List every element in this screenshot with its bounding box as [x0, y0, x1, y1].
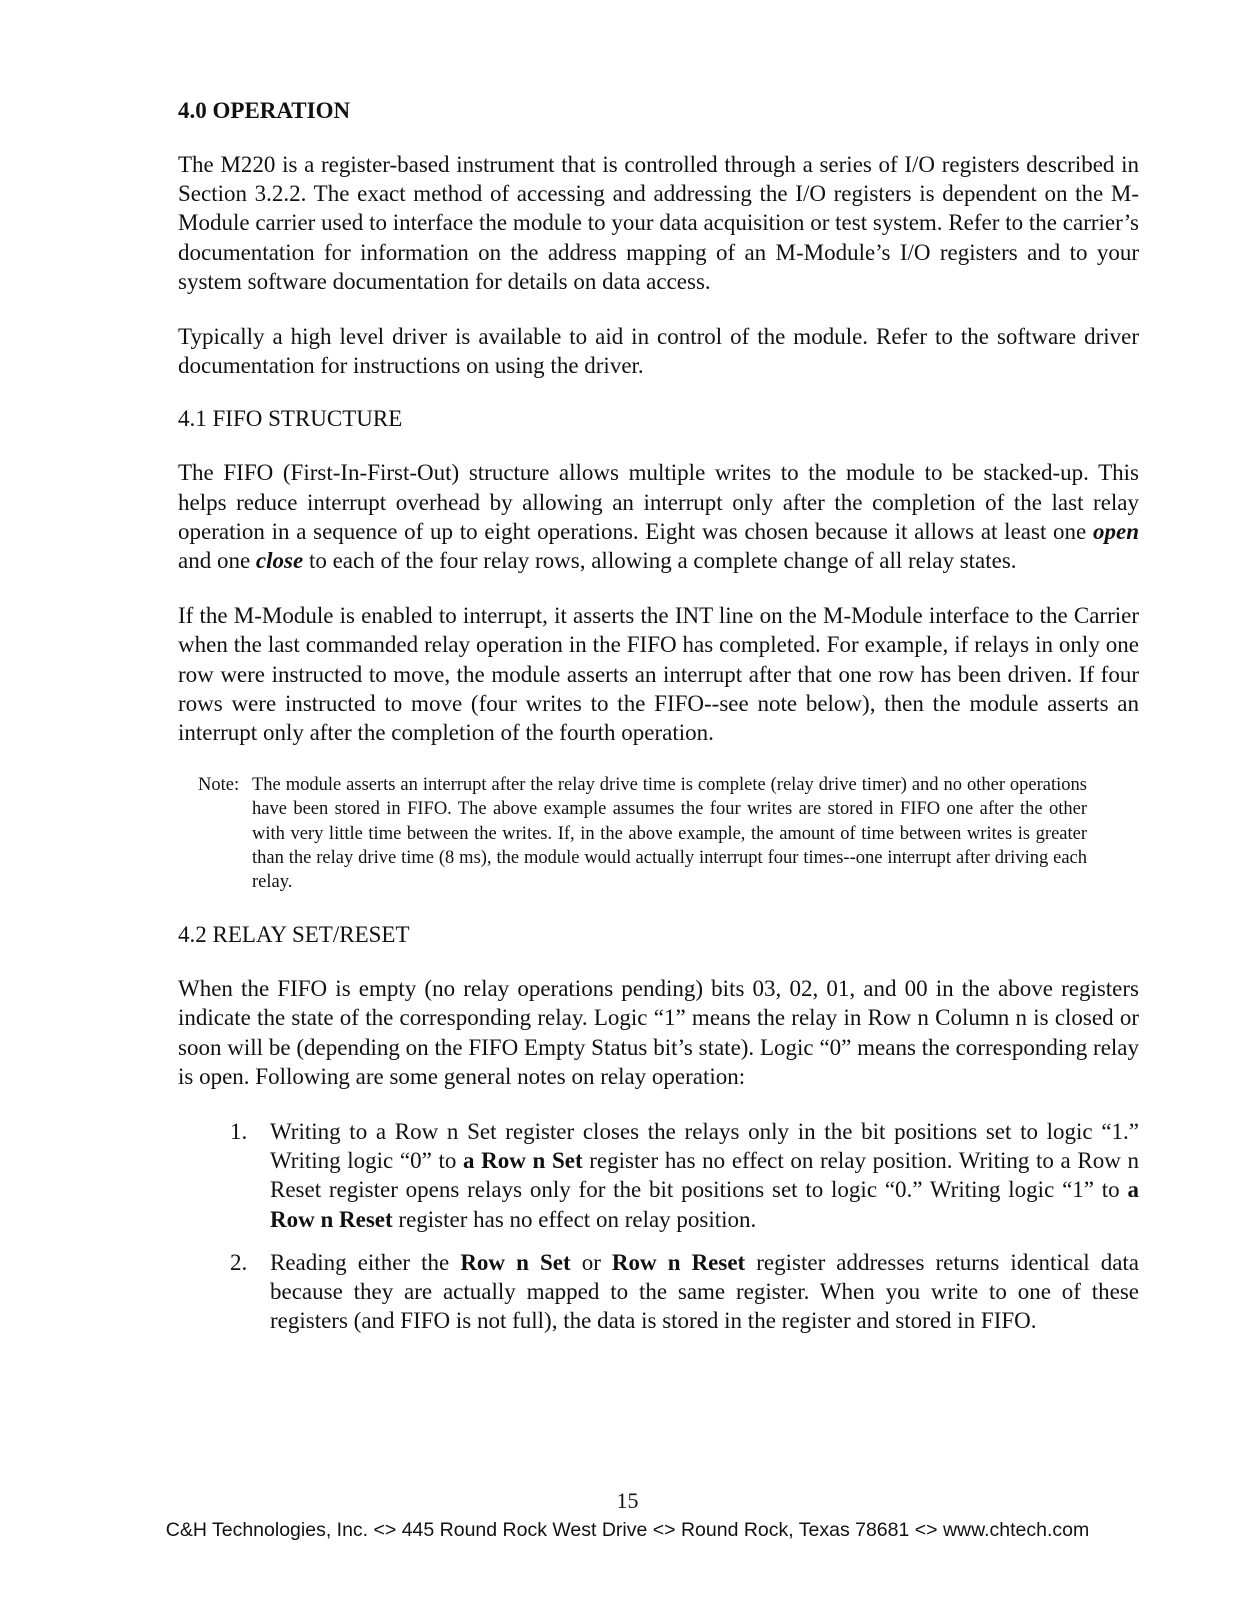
- list-item: [230, 1248, 1139, 1336]
- bold-term: a Row n Reset: [270, 1177, 1139, 1232]
- list-item: [230, 1117, 1139, 1234]
- list-number: 2.: [230, 1249, 248, 1275]
- relay-paragraph-1: When the FIFO is empty (no relay operations pending) bits 03, 02, 01, and 00 in the above registers indicate the state of the corresponding relay. Logic “1” means the relay in Row n Column n is closed or soon will be (depending on the FIFO Empty Status bit’s state). Logic “0” means the corresponding relay is open. Following are some general notes on relay operation:: [178, 976, 1139, 1089]
- bold-term: Row n Set: [460, 1249, 571, 1275]
- list-text-segment: or: [570, 1249, 612, 1275]
- list-text-segment: register addresses returns identical data because they are actually mapped to the same register. When you write to one of these registers (and FIFO is not full), the data is stored in the register and stored in FIFO.: [270, 1249, 1139, 1334]
- note-body: The module asserts an interrupt after the relay drive time is complete (relay drive timer) and no other operations have been stored in FIFO. The above example assumes the four writes are stored in FIFO one after the other with very little time between the writes. If, in the above example, the amount of time between writes is greater than the relay drive time (8 ms), the module would actually interrupt four times--one interrupt after driving each relay.: [252, 775, 1087, 893]
- list-text-segment: Writing to a Row n Set register closes the relays only in the bit positions set to logic “1.” Writing logic “0” to: [270, 1119, 1139, 1174]
- section-heading-fifo: 4.1 FIFO STRUCTURE: [178, 406, 403, 432]
- list-item-text: [270, 1248, 1139, 1336]
- emphasis-open: open: [1093, 518, 1139, 544]
- bold-term: Row n Reset: [611, 1249, 746, 1275]
- note-label: Note:: [198, 775, 240, 796]
- section-heading-relay: 4.2 RELAY SET/RESET: [178, 922, 410, 948]
- page-footer: C&H Technologies, Inc. <> 445 Round Rock West Drive <> Round Rock, Texas 78681 <> www.chtech.com: [165, 1519, 1090, 1541]
- fifo-text-a: The FIFO (First-In-First-Out) structure allows multiple writes to the module to be stacked-up. This helps reduce interrupt overhead by allowing an interrupt only after the completion of the last relay operation in a sequence of up to eight operations. Eight was chosen because it allows at least one: [178, 460, 1139, 544]
- section-heading-operation: 4.0 OPERATION: [178, 98, 351, 123]
- list-text-segment: register has no effect on relay position.: [392, 1206, 757, 1232]
- fifo-paragraph-2: If the M-Module is enabled to interrupt, it asserts the INT line on the M-Module interface to the Carrier when the last commanded relay operation in the FIFO has completed. For example, if relays in only one row were instructed to move, the module asserts an interrupt after that one row has been driven. If four rows were instructed to move (four writes to the FIFO--see note below), then the module asserts an interrupt only after the completion of the fourth operation.: [178, 603, 1139, 746]
- list-text-segment: Reading either the: [270, 1249, 461, 1275]
- document-page: [178, 98, 1139, 1350]
- fifo-paragraph-1: [178, 458, 1139, 575]
- page-number: 15: [616, 1488, 639, 1513]
- operation-paragraph-1: The M220 is a register-based instrument that is controlled through a series of I/O registers described in Section 3.2.2. The exact method of accessing and addressing the I/O registers is dependent on the M-Module carrier used to interface the module to your data acquisition or test system. Refer to the carrier’s documentation for information on the address mapping of an M-Module’s I/O registers and to your system software documentation for details on data access.: [178, 152, 1139, 294]
- fifo-note: [198, 773, 1139, 894]
- list-number: 1.: [230, 1119, 248, 1145]
- operation-paragraph-2: Typically a high level driver is available to aid in control of the module. Refer to the software driver documentation for instructions on using the driver.: [178, 324, 1139, 379]
- fifo-text-c: to each of the four relay rows, allowing a complete change of all relay states.: [303, 548, 1017, 574]
- emphasis-close: close: [255, 548, 304, 574]
- list-item-text: [270, 1117, 1139, 1234]
- relay-notes-list: [178, 1117, 1139, 1335]
- fifo-text-b: and one: [178, 548, 256, 574]
- list-text-segment: register has no effect on relay position. Writing to a Row n Reset register opens relays only for the bit positions set to logic “0.” Writing logic “1” to: [270, 1148, 1139, 1203]
- bold-term: a Row n Set: [463, 1148, 583, 1174]
